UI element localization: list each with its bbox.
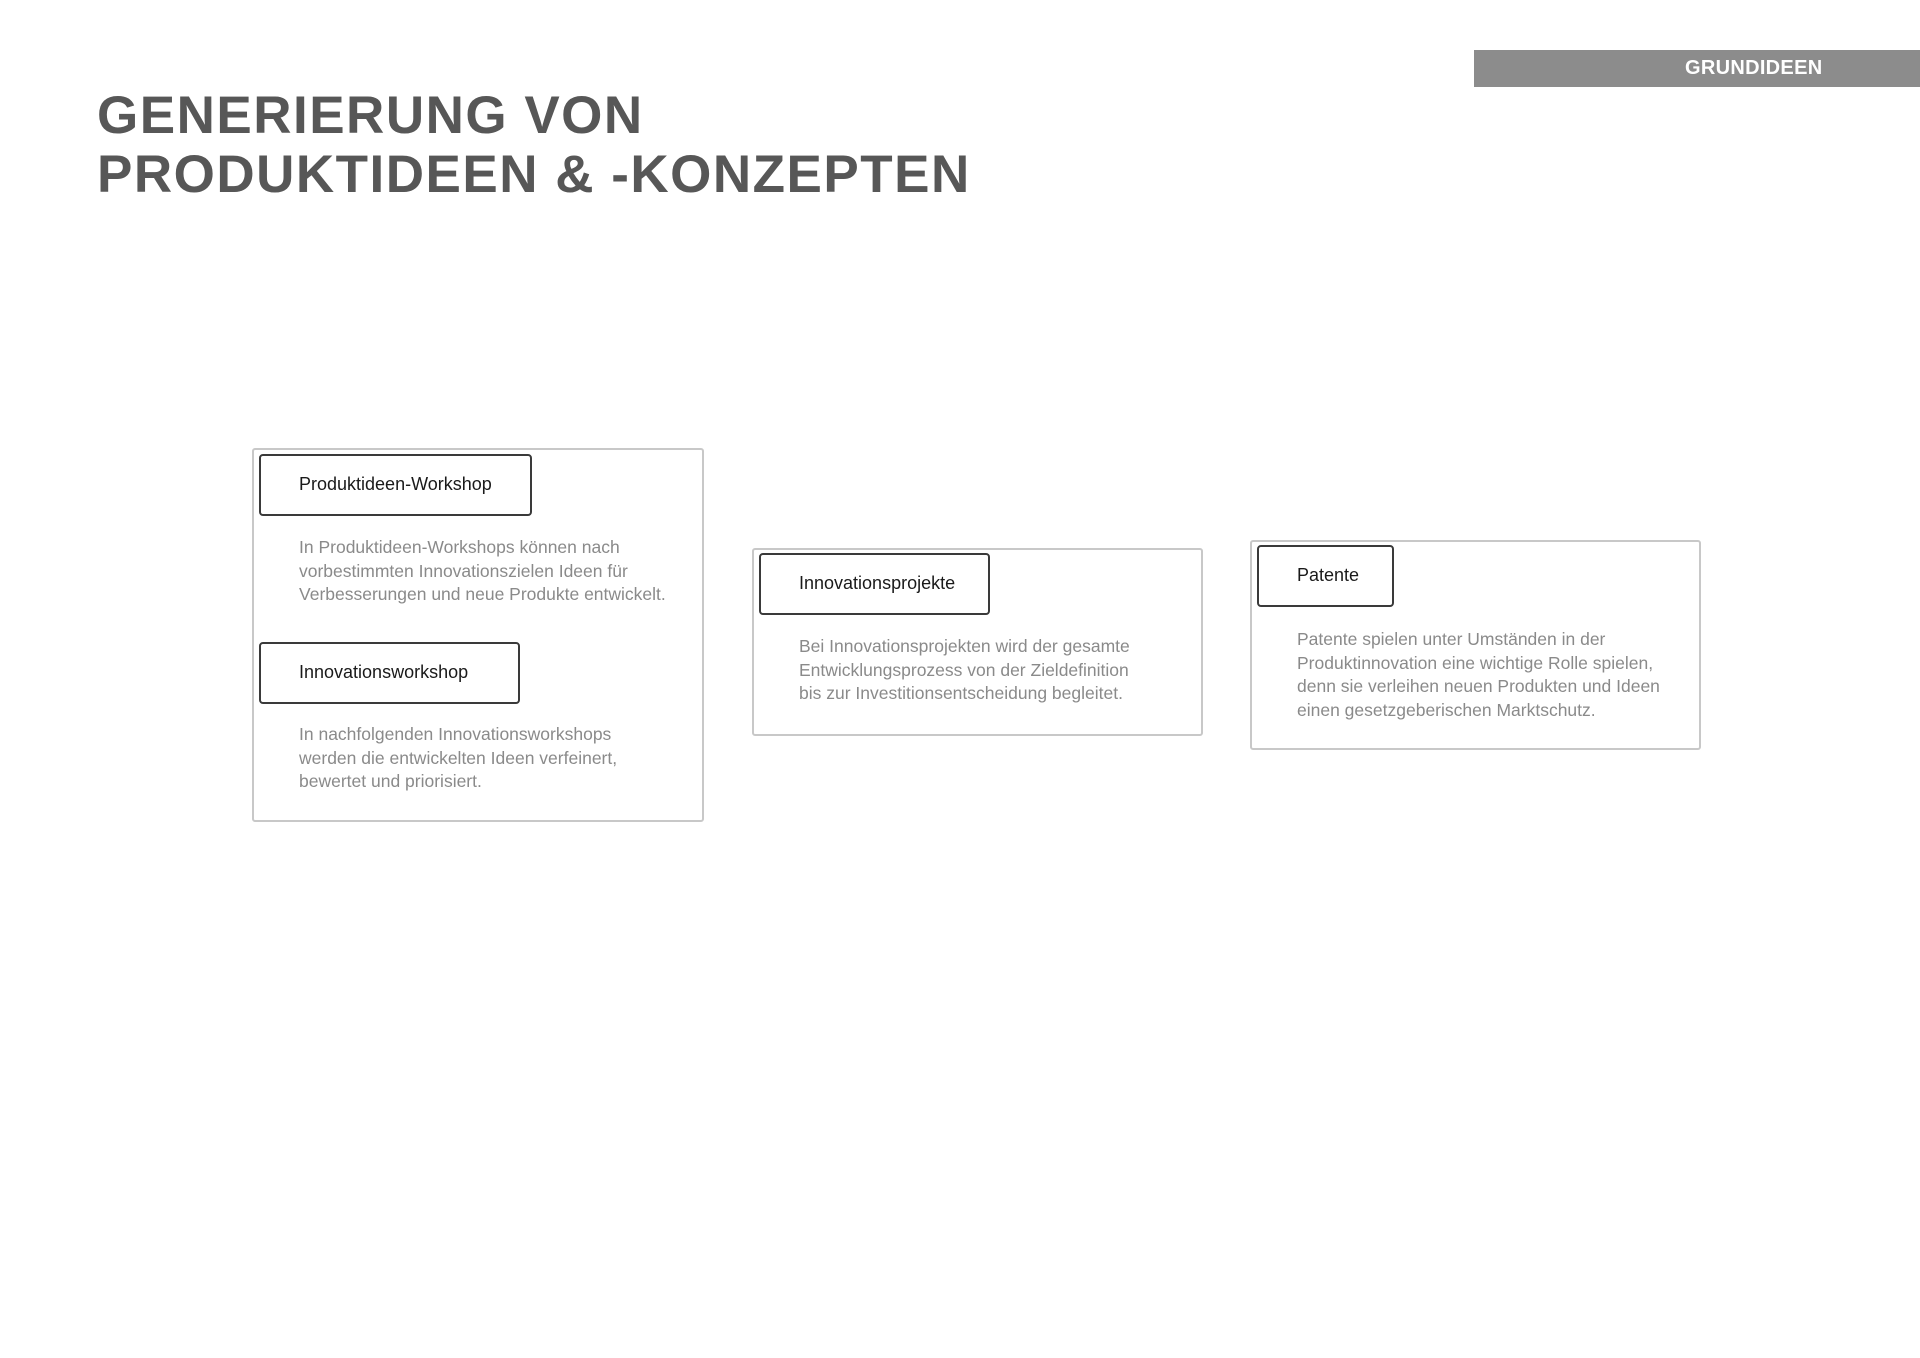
description-line: Bei Innovationsprojekten wird der gesamte [799, 636, 1130, 656]
description-line: bis zur Investitionsentscheidung begleitet. [799, 683, 1123, 703]
description-line: vorbestimmten Innovationszielen Ideen für [299, 560, 628, 581]
description-patente [1297, 628, 1660, 722]
page-title [97, 86, 971, 204]
page-title-line-1: GENERIERUNG VON [97, 86, 644, 145]
card-workshops [252, 448, 704, 822]
description-line: denn sie verleihen neuen Produkten und Ideen [1297, 676, 1660, 696]
description-line: bewertet und priorisiert. [299, 771, 482, 791]
page-title-line-2: PRODUKTIDEEN & -KONZEPTEN [97, 145, 971, 204]
card-patente [1250, 540, 1701, 750]
description-line: werden die entwickelten Ideen verfeinert, [299, 747, 618, 768]
description-innovationsworkshop [299, 723, 617, 794]
description-produktideen-workshop [299, 536, 666, 607]
description-line: Verbesserungen und neue Produkte entwickelt. [299, 584, 666, 604]
section-tag: GRUNDIDEEN [1474, 50, 1920, 87]
description-line: In Produktideen-Workshops können nach [299, 537, 620, 557]
description-line: einen gesetzgeberischen Marktschutz. [1297, 699, 1596, 720]
description-line: In nachfolgenden Innovationsworkshops [299, 724, 612, 744]
label-produktideen-workshop: Produktideen-Workshop [259, 454, 532, 516]
label-innovationsworkshop: Innovationsworkshop [259, 642, 520, 704]
description-line: Patente spielen unter Umständen in der [1297, 629, 1606, 649]
description-line: Entwicklungsprozess von der Zieldefinition [799, 659, 1129, 680]
label-innovationsprojekte: Innovationsprojekte [759, 553, 990, 615]
description-innovationsprojekte [799, 635, 1130, 706]
description-line: Produktinnovation eine wichtige Rolle spielen, [1297, 652, 1654, 673]
card-innovationsprojekte [752, 548, 1203, 736]
label-patente: Patente [1257, 545, 1394, 607]
